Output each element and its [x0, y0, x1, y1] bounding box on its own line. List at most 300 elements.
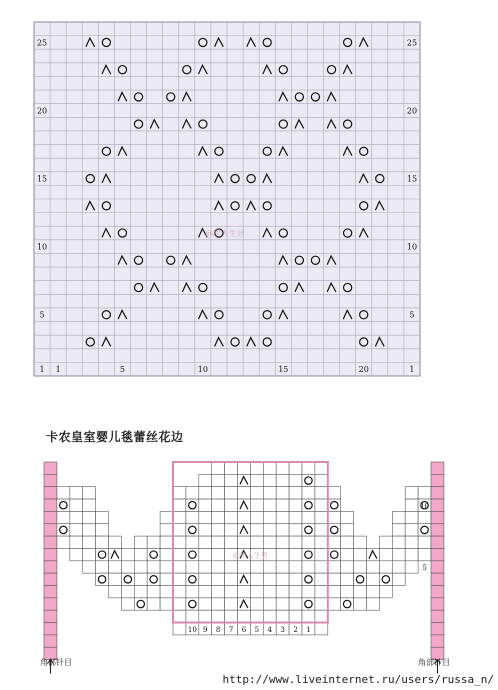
grid-cell: [134, 548, 147, 560]
grid-cell: [212, 499, 225, 511]
grid-cell: [328, 598, 341, 610]
grid-cell: [147, 573, 160, 585]
grid-cell: [315, 474, 328, 486]
grid-cell: [147, 548, 160, 560]
grid-cell: [96, 561, 109, 573]
row-label-left: 5: [39, 310, 45, 320]
grid-cell: [160, 573, 173, 585]
grid-cell: [186, 524, 199, 536]
stitch-number: 7: [228, 625, 234, 634]
grid-cell: [238, 462, 251, 474]
grid-cell: [302, 474, 315, 486]
grid-cell: [263, 499, 276, 511]
row-label-right: 1: [409, 365, 415, 375]
stitch-number: 9: [203, 625, 208, 634]
grid-cell: [212, 598, 225, 610]
pink-cell: [431, 536, 444, 548]
watermark: @织人生居: [232, 551, 268, 560]
grid-cell: [289, 474, 302, 486]
grid-cell: [315, 586, 328, 598]
grid-cell: [57, 499, 70, 511]
knitting-chart-lace-edging: [0, 420, 498, 690]
grid-cell: [405, 561, 418, 573]
grid-cell: [96, 573, 109, 585]
grid-cell: [367, 598, 380, 610]
grid-cell: [328, 487, 341, 499]
grid-cell: [225, 462, 238, 474]
grid-cell: [263, 536, 276, 548]
grid-cell: [379, 561, 392, 573]
pink-cell: [44, 499, 57, 511]
grid-cell: [276, 573, 289, 585]
right-corner-label: 角部针目: [418, 658, 450, 667]
pink-cell: [44, 561, 57, 573]
grid-cell: [289, 511, 302, 523]
grid-cell: [276, 586, 289, 598]
grid-cell: [96, 536, 109, 548]
grid-cell: [147, 598, 160, 610]
grid-cell: [289, 462, 302, 474]
pink-cell: [431, 462, 444, 474]
grid-cell: [186, 548, 199, 560]
pink-cell: [431, 524, 444, 536]
grid-cell: [302, 536, 315, 548]
grid-cell: [289, 499, 302, 511]
grid-cell: [121, 573, 134, 585]
grid-cell: [225, 524, 238, 536]
pink-cell: [431, 487, 444, 499]
grid-cell: [276, 474, 289, 486]
grid-cell: [173, 524, 186, 536]
grid-cell: [199, 524, 212, 536]
grid-cell: [302, 561, 315, 573]
grid-cell: [121, 598, 134, 610]
grid-cell: [263, 610, 276, 622]
grid-cell: [173, 610, 186, 622]
grid-cell: [354, 548, 367, 560]
pink-cell: [44, 623, 57, 635]
grid-cell: [160, 536, 173, 548]
grid-cell: [173, 548, 186, 560]
grid-cell: [147, 561, 160, 573]
grid-cell: [83, 511, 96, 523]
grid-cell: [328, 524, 341, 536]
grid-cell: [83, 499, 96, 511]
stitch-number: 10: [187, 625, 197, 634]
grid-cell: [354, 586, 367, 598]
stitch-number: 5: [254, 625, 260, 634]
grid-cell: [315, 524, 328, 536]
grid-cell: [70, 511, 83, 523]
grid-cell: [276, 610, 289, 622]
grid-cell: [418, 548, 431, 560]
grid-cell: [225, 598, 238, 610]
grid-cell: [57, 487, 70, 499]
grid-cell: [134, 561, 147, 573]
pink-cell: [431, 573, 444, 585]
pink-cell: [431, 511, 444, 523]
stitch-number: 1: [306, 625, 311, 634]
row-label-left: 25: [36, 38, 48, 48]
grid-cell: [250, 487, 263, 499]
grid-cell: [379, 548, 392, 560]
pink-cell: [44, 524, 57, 536]
stitch-number: 8: [215, 625, 221, 634]
grid-cell: [173, 487, 186, 499]
grid-cell: [405, 499, 418, 511]
grid-cell: [379, 573, 392, 585]
grid-cell: [367, 586, 380, 598]
grid-cell: [250, 561, 263, 573]
grid-cell: [392, 573, 405, 585]
grid-cell: [302, 573, 315, 585]
grid-cell: [405, 487, 418, 499]
grid-cell: [238, 487, 251, 499]
grid-cell: [276, 536, 289, 548]
pink-cell: [44, 586, 57, 598]
grid-cell: [405, 511, 418, 523]
grid-cell: [160, 511, 173, 523]
pink-cell: [44, 635, 57, 647]
row-label-right: 10: [420, 502, 430, 511]
grid-cell: [173, 499, 186, 511]
grid-cell: [392, 536, 405, 548]
grid-cell: [121, 548, 134, 560]
grid-cell: [289, 561, 302, 573]
col-label-bottom: 20: [358, 365, 369, 375]
grid-cell: [225, 511, 238, 523]
col-label-bottom: 15: [278, 365, 289, 375]
grid-cell: [225, 610, 238, 622]
grid-cell: [276, 487, 289, 499]
grid-cell: [199, 499, 212, 511]
grid-cell: [250, 511, 263, 523]
grid-cell: [405, 536, 418, 548]
stitch-number: 3: [280, 625, 285, 634]
grid-cell: [315, 548, 328, 560]
grid-cell: [212, 487, 225, 499]
grid-cell: [276, 499, 289, 511]
grid-cell: [263, 586, 276, 598]
grid-cell: [341, 561, 354, 573]
grid-cell: [302, 499, 315, 511]
pink-cell: [431, 499, 444, 511]
grid-cell: [315, 487, 328, 499]
grid-cell: [289, 586, 302, 598]
col-label-bottom: 10: [197, 365, 208, 375]
grid-cell: [367, 561, 380, 573]
row-label-right: 10: [406, 242, 418, 252]
grid-cell: [134, 573, 147, 585]
grid-cell: [199, 548, 212, 560]
row-label-left: 1: [39, 365, 45, 375]
grid-cell: [121, 586, 134, 598]
row-label-right: 25: [406, 38, 418, 48]
grid-cell: [225, 573, 238, 585]
grid-cell: [263, 598, 276, 610]
grid-cell: [328, 586, 341, 598]
pink-cell: [44, 536, 57, 548]
grid-cell: [328, 573, 341, 585]
grid-cell: [289, 610, 302, 622]
grid-cell: [263, 511, 276, 523]
grid-cell: [70, 499, 83, 511]
grid-cell: [405, 524, 418, 536]
grid-cell: [96, 511, 109, 523]
pink-cell: [44, 598, 57, 610]
grid-cell: [173, 598, 186, 610]
grid-cell: [212, 524, 225, 536]
grid-cell: [199, 586, 212, 598]
grid-cell: [70, 536, 83, 548]
grid-cell: [418, 511, 431, 523]
pink-cell: [44, 474, 57, 486]
grid-cell: [302, 586, 315, 598]
grid-cell: [263, 462, 276, 474]
grid-cell: [341, 573, 354, 585]
grid-cell: [289, 548, 302, 560]
grid-cell: [289, 598, 302, 610]
pink-cell: [44, 487, 57, 499]
grid-cell: [57, 536, 70, 548]
grid-cell: [96, 548, 109, 560]
grid-cell: [392, 548, 405, 560]
grid-cell: [57, 524, 70, 536]
grid-cell: [276, 561, 289, 573]
grid-cell: [147, 536, 160, 548]
grid-cell: [173, 623, 186, 635]
pink-cell: [44, 573, 57, 585]
grid-cell: [341, 548, 354, 560]
grid-cell: [173, 511, 186, 523]
grid-cell: [328, 511, 341, 523]
grid-cell: [199, 561, 212, 573]
stitch-number: 4: [267, 625, 272, 634]
grid-cell: [289, 487, 302, 499]
grid-cell: [328, 548, 341, 560]
grid-cell: [250, 462, 263, 474]
grid-cell: [160, 548, 173, 560]
grid-cell: [302, 598, 315, 610]
grid-cell: [83, 524, 96, 536]
source-url: http://www.liveinternet.ru/users/russa_n/: [222, 673, 494, 686]
pink-cell: [44, 548, 57, 560]
left-corner-label: 角部针目: [40, 658, 72, 667]
grid-cell: [160, 598, 173, 610]
grid-cell: [392, 511, 405, 523]
grid-cell: [70, 524, 83, 536]
grid-cell: [212, 462, 225, 474]
grid-cell: [186, 499, 199, 511]
grid-cell: [225, 561, 238, 573]
grid-cell: [276, 548, 289, 560]
grid-cell: [289, 573, 302, 585]
grid-cell: [186, 511, 199, 523]
grid-cell: [225, 474, 238, 486]
grid-cell: [250, 573, 263, 585]
grid-cell: [341, 511, 354, 523]
grid-cell: [405, 548, 418, 560]
col-label-bottom: 1: [55, 365, 61, 375]
grid-cell: [212, 536, 225, 548]
grid-cell: [238, 610, 251, 622]
grid-cell: [367, 573, 380, 585]
grid-cell: [83, 561, 96, 573]
grid-cell: [186, 573, 199, 585]
grid-cell: [109, 573, 122, 585]
grid-cell: [160, 586, 173, 598]
grid-cell: [83, 548, 96, 560]
grid-cell: [276, 511, 289, 523]
col-label-bottom: 5: [119, 365, 126, 375]
pink-cell: [431, 623, 444, 635]
row-label-left: 10: [36, 242, 48, 252]
grid-cell: [354, 536, 367, 548]
grid-cell: [173, 561, 186, 573]
grid-cell: [379, 586, 392, 598]
watermark: @织人生居: [204, 229, 245, 239]
grid-cell: [225, 586, 238, 598]
grid-cell: [109, 536, 122, 548]
grid-cell: [160, 524, 173, 536]
grid-cell: [212, 561, 225, 573]
grid-cell: [70, 487, 83, 499]
grid-cell: [96, 524, 109, 536]
grid-cell: [186, 561, 199, 573]
grid-cell: [302, 462, 315, 474]
grid-cell: [263, 474, 276, 486]
grid-cell: [392, 561, 405, 573]
grid-cell: [212, 548, 225, 560]
grid-cell: [418, 487, 431, 499]
pink-cell: [431, 635, 444, 647]
grid-cell: [341, 598, 354, 610]
grid-cell: [315, 499, 328, 511]
grid-cell: [250, 524, 263, 536]
grid-cell: [263, 561, 276, 573]
grid-cell: [250, 536, 263, 548]
grid-cell: [250, 586, 263, 598]
grid-cell: [212, 610, 225, 622]
grid-cell: [289, 524, 302, 536]
grid-cell: [250, 598, 263, 610]
grid-cell: [186, 598, 199, 610]
grid-cell: [238, 536, 251, 548]
grid-cell: [341, 586, 354, 598]
pink-cell: [431, 474, 444, 486]
grid-cell: [276, 462, 289, 474]
grid-cell: [354, 561, 367, 573]
grid-cell: [186, 536, 199, 548]
grid-cell: [199, 573, 212, 585]
grid-cell: [392, 524, 405, 536]
chart-title: 卡农皇室婴儿毯蕾丝花边: [46, 430, 184, 444]
grid-cell: [250, 499, 263, 511]
grid-cell: [276, 524, 289, 536]
grid-cell: [57, 511, 70, 523]
grid-cell: [315, 536, 328, 548]
grid-cell: [315, 561, 328, 573]
grid-cell: [238, 561, 251, 573]
grid-cell: [379, 536, 392, 548]
grid-cell: [328, 561, 341, 573]
grid-cell: [263, 524, 276, 536]
grid-cell: [302, 548, 315, 560]
grid-cell: [341, 536, 354, 548]
stitch-number: 6: [241, 625, 247, 634]
grid-cell: [418, 536, 431, 548]
grid-cell: [315, 573, 328, 585]
grid-cell: [173, 586, 186, 598]
grid-cell: [354, 598, 367, 610]
grid-cell: [212, 474, 225, 486]
grid-cell: [263, 573, 276, 585]
stitch-number: 2: [293, 625, 298, 634]
grid-cell: [315, 511, 328, 523]
pink-cell: [431, 598, 444, 610]
grid-cell: [225, 487, 238, 499]
grid-cell: [70, 548, 83, 560]
pink-cell: [44, 610, 57, 622]
pink-cell: [431, 610, 444, 622]
grid-cell: [315, 610, 328, 622]
grid-cell: [225, 499, 238, 511]
grid-cell: [109, 586, 122, 598]
grid-cell: [121, 561, 134, 573]
grid-cell: [225, 536, 238, 548]
grid-cell: [263, 487, 276, 499]
grid-cell: [212, 586, 225, 598]
grid-cell: [328, 499, 341, 511]
grid-cell: [341, 524, 354, 536]
grid-cell: [276, 598, 289, 610]
row-label-right: 15: [406, 174, 418, 184]
pink-cell: [44, 462, 57, 474]
grid-cell: [173, 573, 186, 585]
grid-cell: [134, 586, 147, 598]
grid-cell: [147, 586, 160, 598]
grid-cell: [238, 511, 251, 523]
pink-cell: [431, 548, 444, 560]
grid-cell: [302, 511, 315, 523]
grid-cell: [250, 474, 263, 486]
grid-cell: [212, 511, 225, 523]
grid-cell: [238, 586, 251, 598]
pink-cell: [431, 586, 444, 598]
grid-cell: [83, 536, 96, 548]
pink-cell: [44, 511, 57, 523]
grid-cell: [315, 598, 328, 610]
grid-cell: [302, 610, 315, 622]
pink-cell: [431, 561, 444, 573]
grid-cell: [134, 536, 147, 548]
grid-cell: [160, 561, 173, 573]
grid-cell: [199, 511, 212, 523]
grid-cell: [418, 524, 431, 536]
grid-cell: [199, 610, 212, 622]
row-label-left: 20: [36, 106, 48, 116]
row-label-left: 15: [36, 174, 48, 184]
grid-cell: [328, 536, 341, 548]
grid-cell: [199, 598, 212, 610]
grid-cell: [83, 487, 96, 499]
grid-cell: [302, 524, 315, 536]
grid-cell: [354, 573, 367, 585]
grid-cell: [289, 536, 302, 548]
grid-cell: [186, 487, 199, 499]
grid-cell: [315, 623, 328, 635]
grid-cell: [186, 586, 199, 598]
